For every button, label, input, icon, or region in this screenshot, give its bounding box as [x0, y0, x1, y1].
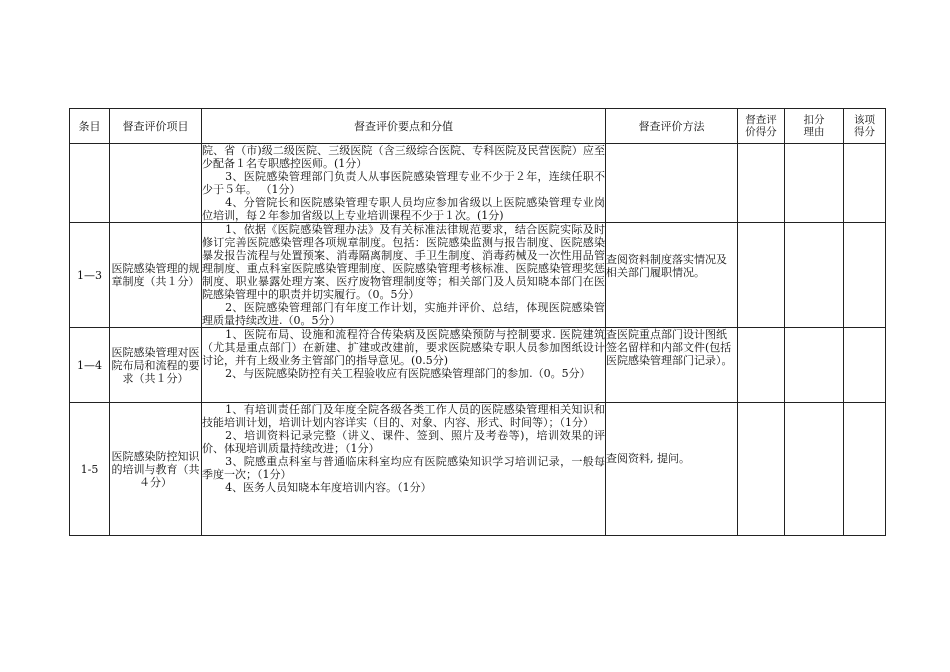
table-row: [70, 328, 886, 403]
cell-final: [844, 223, 886, 328]
cell-points: [202, 328, 606, 403]
cell-item: 医院感染防控知识的培训与教育（共４分）: [110, 403, 202, 536]
header-final: [844, 109, 886, 144]
table-row: [70, 403, 886, 536]
header-deduct: [785, 109, 844, 144]
point-text: 1、医院布局、设施和流程符合传染病及医院感染预防与控制要求. 医院建筑（尤其是重点部门）在新建、扩建或改建前，要求医院感染专职人员参加图纸设计讨论，并有上级业务主管部门的指导意见。(0.5分): [202, 328, 605, 367]
point-text: 2、医院感染管理部门有年度工作计划，实施并评价、总结，体现医院感染管理质量持续改进.（0。5分）: [202, 301, 605, 327]
cell-item: [110, 144, 202, 223]
cell-id: [70, 144, 110, 223]
cell-method: [606, 223, 738, 328]
cell-id: 1—3: [70, 223, 110, 328]
point-text: 3、院感重点科室与普通临床科室均应有医院感染知识学习培训记录，一般每季度一次；（1分）: [202, 455, 605, 481]
method-text: 查阅资料制度落实情况及相关部门履职情况。: [606, 253, 727, 279]
cell-final: [844, 144, 886, 223]
cell-id: 1—4: [70, 328, 110, 403]
cell-deduct: [785, 223, 844, 328]
cell-final: [844, 328, 886, 403]
cell-deduct: [785, 403, 844, 536]
cell-score: [738, 223, 785, 328]
header-row: [70, 109, 886, 144]
point-text: 1、有培训责任部门及年度全院各级各类工作人员的医院感染管理相关知识和技能培训计划，培训计划内容详实（目的、对象、内容、形式、时间等）；（1分）: [202, 403, 605, 429]
cell-deduct: [785, 328, 844, 403]
cell-id: 1-5: [70, 403, 110, 536]
table-row: [70, 144, 886, 223]
cell-deduct: [785, 144, 844, 223]
cell-points: [202, 403, 606, 536]
header-score-text: 督查评价得分: [745, 114, 777, 138]
cell-method: [606, 144, 738, 223]
cell-score: [738, 403, 785, 536]
point-text: 3、医院感染管理部门负责人从事医院感染管理专业不少于２年，连续任职不少于５年。 （1分）: [202, 170, 605, 196]
cell-points: [202, 223, 606, 328]
point-text: 2、与医院感染防控有关工程验收应有医院感染管理部门的参加.（0。5分）: [225, 367, 591, 380]
cell-score: [738, 328, 785, 403]
cell-item: 医院感染管理的规章制度（共１分）: [110, 223, 202, 328]
table-row: [70, 223, 886, 328]
cell-points: [202, 144, 606, 223]
method-text: 查阅资料, 提问。: [606, 452, 690, 465]
header-id: 条目: [70, 109, 110, 144]
point-text: 1、依据《医院感染管理办法》及有关标准法律规范要求，结合医院实际及时修订完善医院感染管理各项规章制度。包括：医院感染监测与报告制度、医院感染暴发报告流程与处置预案、消毒隔离制度、手卫生制度、消毒药械及一次性用品管理制度、重点科室医院感染管理制度、医院感染管理考核标准、医院感染管理奖惩制度、职业暴露处理方案、医疗废物管理制度等；相关部门及人员知晓本部门在医院感染管理中的职责并切实履行。（0。5分）: [202, 223, 605, 301]
point-text: 4、医务人员知晓本年度培训内容。（1分）: [225, 481, 432, 494]
header-item: 督查评价项目: [110, 109, 202, 144]
cell-method: [606, 403, 738, 536]
cell-final: [844, 403, 886, 536]
header-score: [738, 109, 785, 144]
cell-score: [738, 144, 785, 223]
point-text: 院、省（市)级二级医院、三级医院（含三级综合医院、专科医院及民营医院）应至少配备１名专职感控医师。(1分）: [202, 144, 605, 170]
header-method: 督查评价方法: [606, 109, 738, 144]
point-text: 2、培训资料记录完整（讲义、课件、签到、照片及考卷等)，培训效果的评价、体现培训质量持续改进；（1分）: [202, 429, 605, 455]
header-points: 督查评价要点和分值: [202, 109, 606, 144]
point-text: 4、分管院长和医院感染管理专职人员均应参加省级以上医院感染管理专业岗位培训，每２年参加省级以上专业培训课程不少于１次。(1分): [202, 196, 605, 222]
cell-method: 查医院重点部门设计图纸签名留样和内部文件(包括医院感染管理部门记录）。: [606, 328, 738, 403]
cell-item: 医院感染管理对医院布局和流程的要求（共１分）: [110, 328, 202, 403]
header-deduct-text: 扣分理由: [803, 114, 825, 138]
header-final-text: 该项得分: [854, 114, 875, 138]
evaluation-table: [69, 108, 886, 536]
